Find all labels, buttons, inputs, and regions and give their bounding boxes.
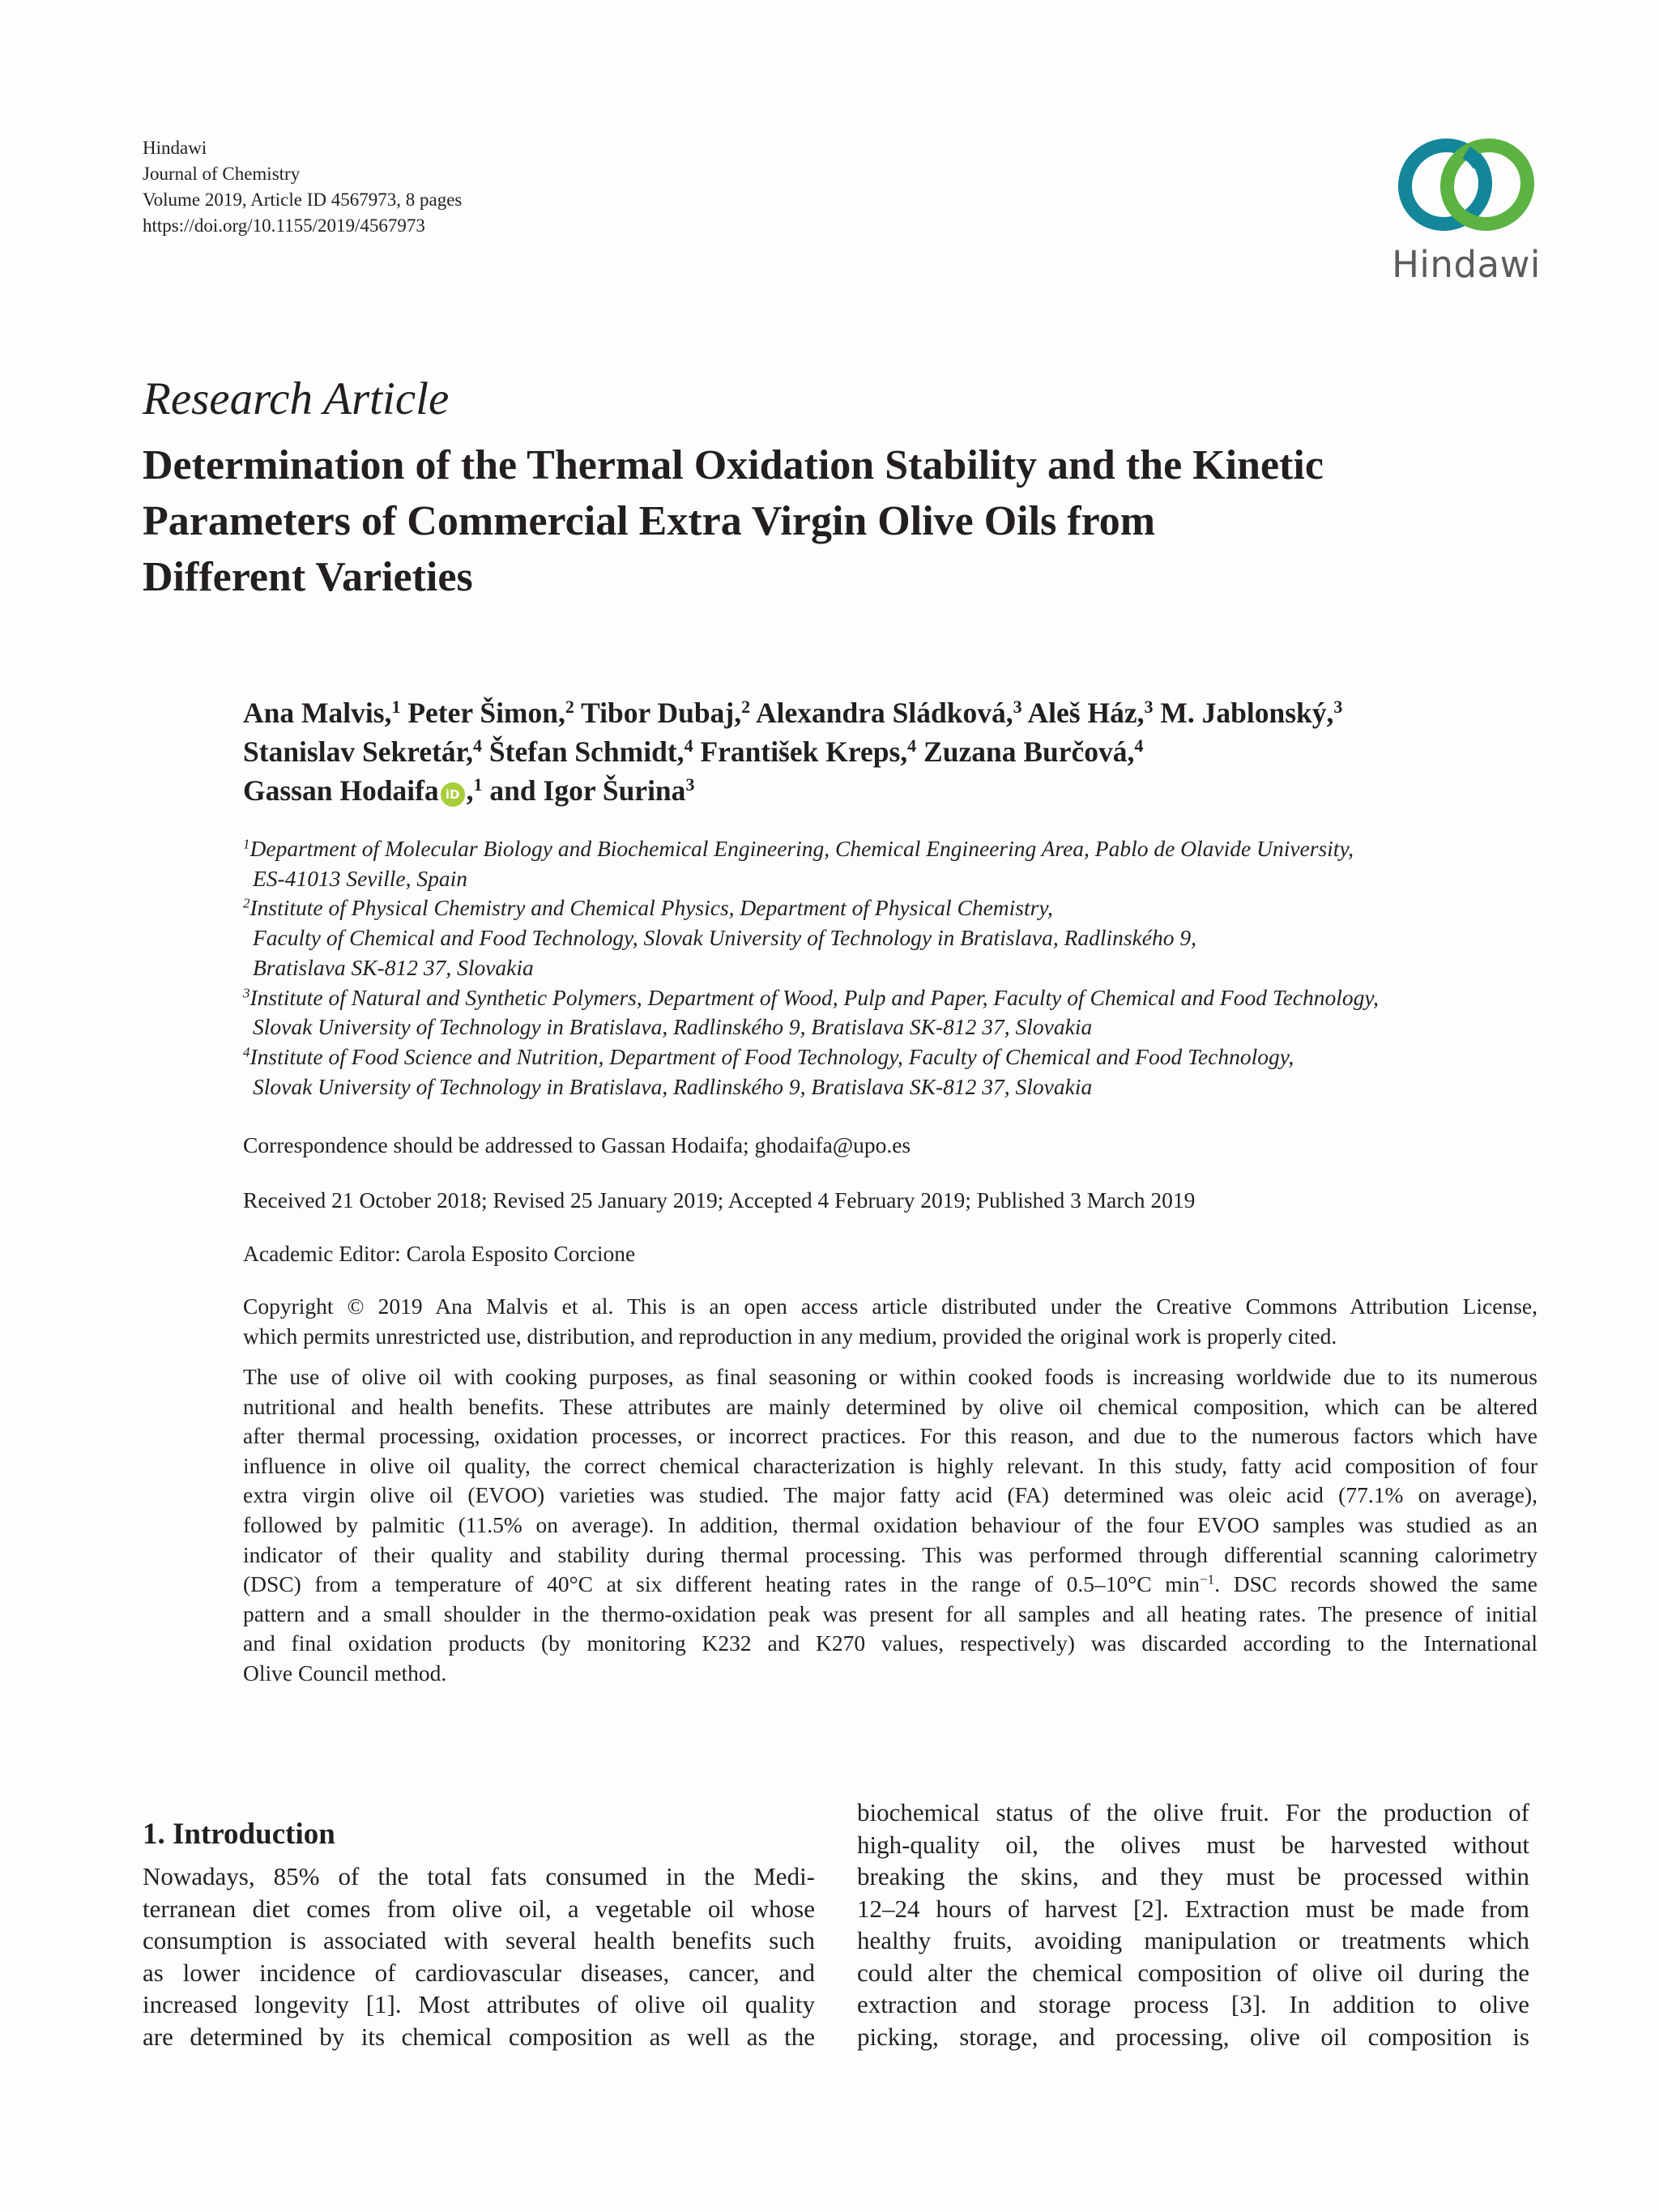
author-line [243,693,1342,732]
doi-link[interactable]: https://doi.org/10.1155/2019/4567973 [143,215,425,236]
author-name: Ana Malvis, [243,697,392,729]
copyright-notice [243,1292,1537,1351]
abstract-line: Olive Council method. [243,1660,447,1686]
intro-right-column [857,1796,1529,2052]
body-line: healthy fruits, avoiding manipulation or treatments which [857,1926,1529,1954]
affiliation-line: ES-41013 Seville, Spain [253,865,468,891]
affiliation-text: Institute of Natural and Synthetic Polymers, Department of Wood, Pulp and Paper, Faculty of Chemical and Food Technology, [249,984,1379,1010]
affiliation-line [243,983,1379,1013]
body-line: as lower incidence of cardiovascular diseases, cancer, and [143,1958,815,1987]
abstract-line: pattern and a small shoulder in the thermo-oxidation peak was present for all samples and all heating rates. The presence of initial [243,1600,1537,1626]
author-affil-sup: 3 [1333,696,1343,717]
abstract-line: influence in olive oil quality, the correct chemical characterization is highly relevant. In this study, fatty acid composition of four [243,1452,1537,1478]
author-affil-sup: 4 [907,735,917,756]
author-affil-sup: 1 [473,774,483,795]
abstract-text: . DSC records showed the same [1214,1571,1537,1597]
article-type: Research Article [143,373,450,424]
abstract-line: after thermal processing, oxidation processes, or incorrect practices. For this reason, and due to the numerous factors which have [243,1423,1537,1449]
affiliation-text: Department of Molecular Biology and Biochemical Engineering, Chemical Engineering Area, Pablo de Olavide University, [249,836,1354,861]
title-line: Parameters of Commercial Extra Virgin Olive Oils from [143,498,1156,544]
author-affil-sup: 3 [685,774,695,795]
abstract-line: extra virgin olive oil (EVOO) varieties was studied. The major fatty acid (FA) determined was oleic acid (77.1% on average), [243,1482,1537,1508]
abstract-line: The use of olive oil with cooking purposes, as final seasoning or within cooked foods is increasing worldwide due to its numerous [243,1364,1537,1389]
author-line [243,771,1342,810]
volume-line: Volume 2019, Article ID 4567973, 8 pages [143,190,463,210]
orcid-icon[interactable]: iD [441,782,465,807]
author-name: Alexandra Sládková, [756,697,1013,729]
body-line: breaking the skins, and they must be processed within [857,1862,1529,1890]
abstract-line: nutritional and health benefits. These attributes are mainly determined by olive oil chemical composition, which can be altered [243,1393,1537,1419]
academic-editor: Academic Editor: Carola Esposito Corcione [243,1241,636,1266]
intro-left-column [143,1860,815,2052]
journal-meta [143,135,462,239]
article-title [143,437,1552,605]
publication-dates: Received 21 October 2018; Revised 25 January 2019; Accepted 4 February 2019; Published 3 March 2019 [243,1187,1196,1213]
author-name: Stanislav Sekretár, [243,735,474,768]
author-name: Aleš Ház, [1027,697,1145,729]
publisher-name: Hindawi [143,138,207,158]
correspondence: Correspondence should be addressed to Gassan Hodaifa; ghodaifa@upo.es [243,1132,911,1157]
body-line: increased longevity [1]. Most attributes of olive oil quality [143,1990,815,2018]
section-heading: 1. Introduction [143,1818,335,1851]
affiliation-line [243,1042,1379,1072]
author-affil-sup: 3 [1144,696,1154,717]
body-line: terranean diet comes from olive oil, a vegetable oil whose [143,1894,815,1923]
author-affil-sup: 3 [1013,696,1022,717]
author-name: Tibor Dubaj, [581,697,742,729]
affiliation-line: Faculty of Chemical and Food Technology, Slovak University of Technology in Bratislava, Radlinského 9, [253,925,1197,951]
affiliation-text: Institute of Physical Chemistry and Chemical Physics, Department of Physical Chemistry, [249,895,1053,921]
author-name: M. Jablonský, [1160,697,1334,729]
body-line: could alter the chemical composition of olive oil during the [857,1958,1529,1987]
abstract-line: indicator of their quality and stability during thermal processing. This was performed through differential scanning calorimetry [243,1541,1537,1567]
affiliation-number: 4 [243,1044,250,1060]
author-affil-sup: 4 [684,735,693,756]
body-line: 12–24 hours of harvest [2]. Extraction must be made from [857,1894,1529,1923]
author-name: František Kreps, [700,735,908,768]
body-line: biochemical status of the olive fruit. For the production of [857,1798,1529,1826]
journal-name: Journal of Chemistry [143,164,301,184]
body-line: are determined by its chemical composition as well as the [143,2022,815,2051]
affiliation-text: Institute of Food Science and Nutrition, Department of Food Technology, Faculty of Chemical and Food Technology, [249,1043,1294,1069]
author-list [243,693,1342,810]
affiliation-line [243,834,1379,864]
affiliation-line: Slovak University of Technology in Bratislava, Radlinského 9, Bratislava SK-812 37, Slovakia [253,1014,1093,1040]
author-name: Štefan Schmidt, [488,735,684,768]
abstract-line [243,1570,1537,1600]
body-line: Nowadays, 85% of the total fats consumed in the Medi- [143,1862,815,1890]
affiliation-line [243,893,1379,923]
abstract-line: and final oxidation products (by monitoring K232 and K270 values, respectively) was discarded according to the International [243,1630,1537,1656]
body-line: extraction and storage process [3]. In addition to olive [857,1990,1529,2018]
affiliation-line: Slovak University of Technology in Bratislava, Radlinského 9, Bratislava SK-812 37, Slovakia [253,1073,1093,1099]
affiliation-number: 1 [243,836,250,852]
copyright-line: Copyright © 2019 Ana Malvis et al. This is an open access article distributed under the Creative Commons Attribution License, [243,1294,1537,1319]
abstract [243,1362,1537,1689]
affiliation-number: 2 [243,896,250,912]
hindawi-logo [1387,133,1546,287]
affiliations [243,834,1379,1102]
author-affil-sup: 4 [1134,735,1144,756]
title-line: Determination of the Thermal Oxidation Stability and the Kinetic [143,442,1324,488]
title-line: Different Varieties [143,554,473,600]
affiliation-number: 3 [243,985,250,1001]
abstract-text: (DSC) from a temperature of 40°C at six different heating rates in the range of 0.5–10°C min [243,1571,1201,1597]
affiliation-line: Bratislava SK-812 37, Slovakia [253,954,534,980]
hindawi-wordmark: Hindawi [1392,243,1541,286]
author-affil-sup: 4 [473,735,483,756]
body-line: picking, storage, and processing, olive oil composition is [857,2022,1529,2051]
abstract-line: followed by palmitic (11.5% on average). In addition, thermal oxidation behaviour of the four EVOO samples was studied as an [243,1511,1537,1537]
author-affil-sup: 1 [391,696,401,717]
body-line: high-quality oil, the olives must be harvested without [857,1830,1529,1859]
unit-exponent: −1 [1200,1571,1215,1588]
author-separator: , [466,774,474,807]
author-name: Gassan Hodaifa [243,774,439,807]
author-name: Peter Šimon, [407,697,565,729]
author-name: and Igor Šurina [489,774,686,807]
author-name: Zuzana Burčová, [923,735,1135,768]
author-line [243,732,1342,771]
author-affil-sup: 2 [565,696,574,717]
body-line: consumption is associated with several health benefits such [143,1926,815,1954]
author-affil-sup: 2 [741,696,751,717]
copyright-line: which permits unrestricted use, distribution, and reproduction in any medium, provided the original work is properly cited. [243,1323,1337,1349]
hindawi-rings-icon [1387,133,1546,238]
